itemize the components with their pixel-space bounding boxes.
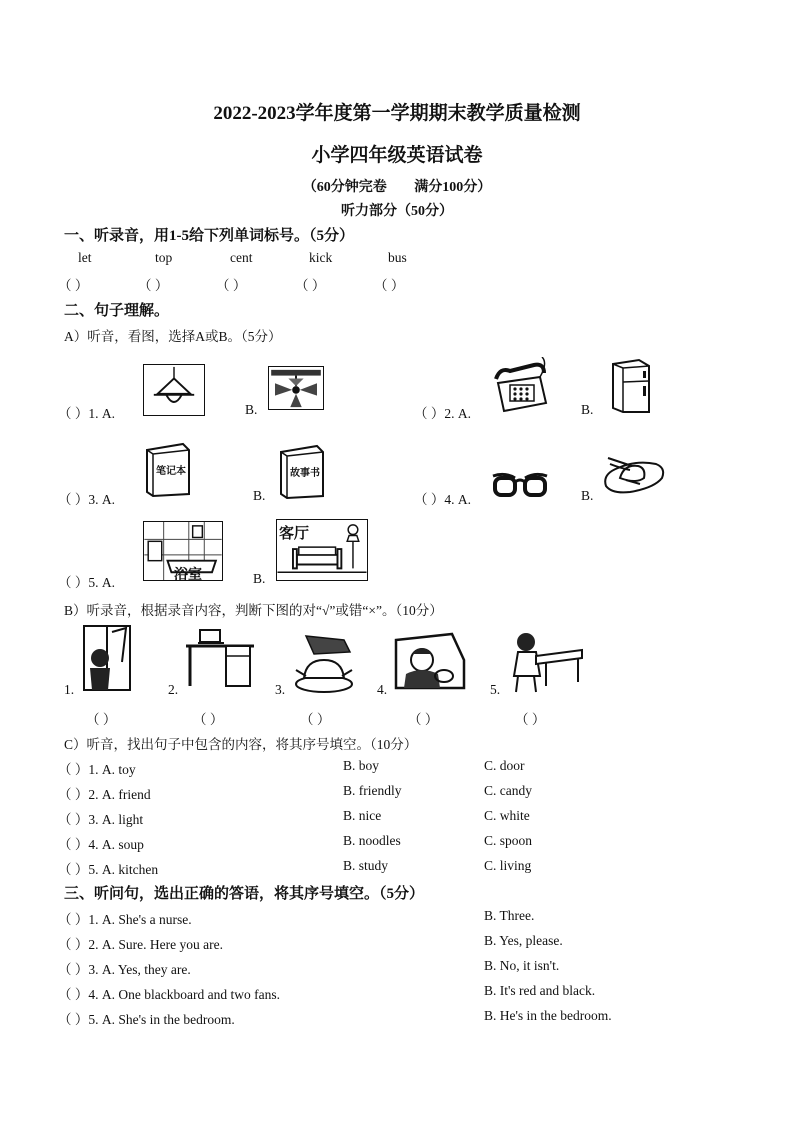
option-b: B. Three.: [484, 908, 535, 923]
telephone-image: [490, 357, 552, 415]
score-note: 满分100分）: [414, 180, 492, 195]
answer-blank[interactable]: （ ）: [216, 278, 247, 293]
glasses-image: [491, 470, 549, 502]
list-item[interactable]: （ ）4. A. One blackboard and two fans.: [58, 987, 280, 1002]
option-b: B. boy: [343, 758, 380, 773]
part-b-heading: B）听录音，根据录音内容，判断下图的对“√”或错“×”。（10分）: [64, 603, 443, 618]
answer-blank[interactable]: （ ）: [295, 278, 326, 293]
word-cent: cent: [230, 250, 253, 265]
question-label[interactable]: （ ）1. A.: [58, 406, 115, 421]
option-c: C. door: [484, 758, 525, 773]
section-3-heading: 三、听问句，选出正确的答语，将其序号填空。（5分）: [64, 886, 425, 902]
answer-blank[interactable]: （ ）: [374, 278, 405, 293]
option-b-label: B.: [253, 488, 266, 503]
option-b-label: B.: [253, 571, 266, 586]
lamp-image: [143, 364, 205, 416]
time-note: （60分钟完卷: [302, 180, 387, 195]
girl-desk-image: [506, 628, 586, 694]
option-b: B. Yes, please.: [484, 933, 563, 948]
exam-subtitle: 小学四年级英语试卷: [311, 145, 483, 166]
word-top: top: [155, 250, 173, 265]
list-item[interactable]: （ ）2. A. friend: [58, 787, 151, 802]
answer-blank[interactable]: （ ）: [138, 278, 169, 293]
option-b: B. No, it isn't.: [484, 958, 560, 973]
section-2-heading: 二、句子理解。: [64, 303, 170, 319]
word-let: let: [78, 250, 92, 265]
food-image: [292, 626, 356, 696]
living-room-image: [276, 519, 368, 581]
option-b: B. noodles: [343, 833, 401, 848]
storybook-image: [277, 444, 327, 500]
bathroom-text: 浴室: [174, 567, 202, 583]
list-item[interactable]: （ ）4. A. soup: [58, 837, 144, 852]
ceiling-fan-image: [268, 366, 324, 410]
b-item-number: 1.: [64, 682, 75, 697]
notebook-text: 笔记本: [156, 466, 186, 477]
question-label[interactable]: （ ）4. A.: [414, 492, 471, 507]
part-c-heading: C）听音，找出句子中包含的内容，将其序号填空。（10分）: [64, 737, 418, 752]
word-bus: bus: [388, 250, 407, 265]
hat-image: [600, 454, 668, 500]
list-item[interactable]: （ ）2. A. Sure. Here you are.: [58, 937, 223, 952]
bathroom-image: [143, 521, 223, 581]
answer-blank[interactable]: （ ）: [86, 712, 117, 727]
list-item[interactable]: （ ）1. A. She's a nurse.: [58, 912, 192, 927]
question-label[interactable]: （ ）2. A.: [414, 406, 471, 421]
option-b: B. friendly: [343, 783, 402, 798]
desk-computer-image: [184, 626, 256, 688]
part-title: 听力部分（50分）: [341, 204, 453, 219]
option-b: B. nice: [343, 808, 382, 823]
option-b-label: B.: [581, 488, 594, 503]
option-c: C. candy: [484, 783, 532, 798]
option-c: C. living: [484, 858, 532, 873]
option-b: B. study: [343, 858, 389, 873]
driver-car-image: [392, 630, 468, 692]
b-item-number: 5.: [490, 682, 501, 697]
exam-title: 2022-2023学年度第一学期期末教学质量检测: [213, 103, 581, 124]
fridge-image: [609, 358, 653, 414]
question-label[interactable]: （ ）5. A.: [58, 575, 115, 590]
storybook-text: 故事书: [290, 468, 320, 479]
list-item[interactable]: （ ）5. A. kitchen: [58, 862, 159, 877]
word-kick: kick: [309, 250, 333, 265]
list-item[interactable]: （ ）3. A. Yes, they are.: [58, 962, 191, 977]
answer-blank[interactable]: （ ）: [515, 712, 546, 727]
answer-blank[interactable]: （ ）: [58, 278, 89, 293]
question-label[interactable]: （ ）3. A.: [58, 492, 115, 507]
option-c: C. spoon: [484, 833, 533, 848]
b-item-number: 3.: [275, 682, 286, 697]
part-a-heading: A）听音，看图，选择A或B。（5分）: [64, 329, 282, 344]
option-b-label: B.: [245, 402, 258, 417]
answer-blank[interactable]: （ ）: [193, 712, 224, 727]
section-1-heading: 一、听录音，用1-5给下列单词标号。（5分）: [64, 228, 354, 244]
option-b-label: B.: [581, 402, 594, 417]
notebook-image: [143, 442, 193, 498]
list-item[interactable]: （ ）3. A. light: [58, 812, 144, 827]
option-c: C. white: [484, 808, 530, 823]
answer-blank[interactable]: （ ）: [408, 712, 439, 727]
option-b: B. It's red and black.: [484, 983, 596, 998]
list-item[interactable]: （ ）5. A. She's in the bedroom.: [58, 1012, 235, 1027]
living-room-text: 客厅: [279, 524, 310, 542]
b-item-number: 2.: [168, 682, 179, 697]
option-b: B. He's in the bedroom.: [484, 1008, 612, 1023]
exam-info: [0, 176, 794, 196]
list-item[interactable]: （ ）1. A. toy: [58, 762, 136, 777]
answer-blank[interactable]: （ ）: [300, 712, 331, 727]
girl-window-image: [76, 622, 140, 692]
b-item-number: 4.: [377, 682, 388, 697]
